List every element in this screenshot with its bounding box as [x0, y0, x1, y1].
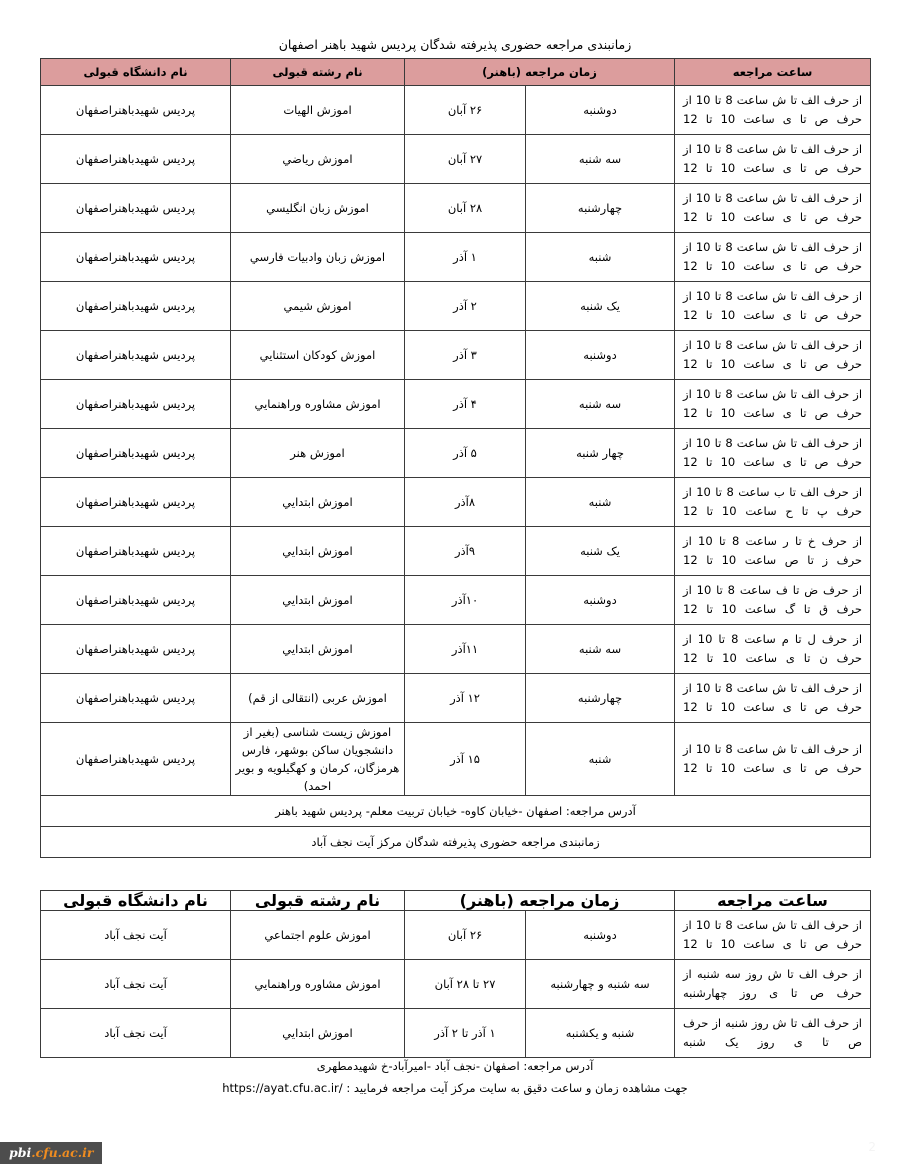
table-row [41, 625, 871, 674]
cell-time: از حرف الف تا ش روز شنبه از حرف ص تا ی روز یک شنبه [675, 1009, 871, 1058]
cell-day: یک شنبه [526, 282, 675, 331]
table-row [41, 429, 871, 478]
cell-field: اموزش ابتدایي [231, 527, 405, 576]
cell-day: چهارشنبه [526, 184, 675, 233]
column-header-field: نام رشته قبولی [231, 891, 405, 911]
cell-date: ۲۷ تا ۲۸ آبان [405, 960, 526, 1009]
cell-university: آیت نجف آباد [41, 911, 231, 960]
table-header-row [41, 59, 871, 86]
cell-field: اموزش کودکان استثنایي [231, 331, 405, 380]
column-header-visit-time: زمان مراجعه (باهنر) [405, 891, 675, 911]
bahonar-address: آدرس مراجعه: اصفهان -خیابان کاوه- خیابان تربیت معلم- پردیس شهید باهنر [41, 796, 871, 827]
cell-day: سه شنبه [526, 135, 675, 184]
cell-date: ۱۲ آذر [405, 674, 526, 723]
cell-date: ۱ آذر تا ۲ آذر [405, 1009, 526, 1058]
table-row [41, 233, 871, 282]
table2-body [41, 891, 871, 1058]
cell-day: سه شنبه [526, 625, 675, 674]
cell-university: پردیس شهیدباهنراصفهان [41, 184, 231, 233]
table1-body [41, 86, 871, 858]
cell-university: پردیس شهیدباهنراصفهان [41, 331, 231, 380]
cell-university: پردیس شهیدباهنراصفهان [41, 625, 231, 674]
table-row [41, 282, 871, 331]
table-row [41, 911, 871, 960]
cell-field: اموزش زبان وادبیات فارسي [231, 233, 405, 282]
table-header-row [41, 891, 871, 911]
table-row [41, 1009, 871, 1058]
cell-field: اموزش ابتدایي [231, 478, 405, 527]
cell-field: اموزش ابتدایي [231, 1009, 405, 1058]
table-row [41, 380, 871, 429]
footer-note-text: جهت مشاهده زمان و ساعت دقیق به سایت مرکز آیت مراجعه فرمایید : [342, 1081, 688, 1095]
cell-field: اموزش ابتدایي [231, 576, 405, 625]
cell-time: از حرف الف تا ب ساعت 8 تا 10 از حرف پ تا ح ساعت 10 تا 12 [675, 478, 871, 527]
cell-field: اموزش زیست شناسی (بغیر از دانشجویان ساکن بوشهر، فارس هرمزگان، کرمان و کهگیلویه و بویر احمد) [231, 723, 405, 796]
cell-time: از حرف الف تا ش ساعت 8 تا 10 از حرف ص تا ی ساعت 10 تا 12 [675, 331, 871, 380]
footer-notes [40, 1055, 870, 1099]
cell-day: سه شنبه و چهارشنبه [526, 960, 675, 1009]
cell-date: ۱۰آذر [405, 576, 526, 625]
cell-field: اموزش ریاضي [231, 135, 405, 184]
cell-time: از حرف الف تا ش ساعت 8 تا 10 از حرف ص تا ی ساعت 10 تا 12 [675, 674, 871, 723]
cell-date: ۲۸ آبان [405, 184, 526, 233]
cell-day: شنبه [526, 478, 675, 527]
table-row [41, 135, 871, 184]
cell-field: اموزش شیمي [231, 282, 405, 331]
cell-date: ۱۵ آذر [405, 723, 526, 796]
cell-day: سه شنبه [526, 380, 675, 429]
column-header-university: نام دانشگاه قبولی [41, 891, 231, 911]
cell-date: ۲۷ آبان [405, 135, 526, 184]
column-header-field: نام رشته قبولی [231, 59, 405, 86]
table-row [41, 331, 871, 380]
cell-date: ۱ آذر [405, 233, 526, 282]
najafabad-subtitle: زمانبندی مراجعه حضوری پذیرفته شدگان مرکز آیت نجف آباد [41, 827, 871, 858]
table-row [41, 184, 871, 233]
cell-day: چهار شنبه [526, 429, 675, 478]
cell-university: پردیس شهیدباهنراصفهان [41, 429, 231, 478]
cell-university: پردیس شهیدباهنراصفهان [41, 233, 231, 282]
cell-date: ۱۱آذر [405, 625, 526, 674]
page-title: زمانبندی مراجعه حضوری پذیرفته شدگان پردیس شهید باهنر اصفهان [278, 37, 632, 52]
cell-university: آیت نجف آباد [41, 1009, 231, 1058]
cell-time: از حرف الف تا ش ساعت 8 تا 10 از حرف ص تا ی ساعت 10 تا 12 [675, 282, 871, 331]
footer-note [40, 1077, 870, 1099]
cell-field: اموزش ابتدایي [231, 625, 405, 674]
cell-day: یک شنبه [526, 527, 675, 576]
footer-address: آدرس مراجعه: اصفهان -نجف آباد -امیرآباد-خ شهیدمطهری [316, 1059, 594, 1073]
cell-date: ۸آذر [405, 478, 526, 527]
cell-date: ۲۶ آبان [405, 911, 526, 960]
cell-time: از حرف ل تا م ساعت 8 تا 10 از حرف ن تا ی ساعت 10 تا 12 [675, 625, 871, 674]
page-number: 2 [868, 1140, 876, 1154]
cell-field: اموزش عربی (انتقالی از قم) [231, 674, 405, 723]
column-header-time: ساعت مراجعه [675, 59, 871, 86]
cell-university: پردیس شهیدباهنراصفهان [41, 380, 231, 429]
cell-day: چهارشنبه [526, 674, 675, 723]
cell-university: پردیس شهیدباهنراصفهان [41, 135, 231, 184]
cell-time: از حرف الف تا ش ساعت 8 تا 10 از حرف ص تا ی ساعت 10 تا 12 [675, 429, 871, 478]
cell-time: از حرف الف تا ش ساعت 8 تا 10 از حرف ص تا ی ساعت 10 تا 12 [675, 184, 871, 233]
cell-date: ۳ آذر [405, 331, 526, 380]
cell-university: پردیس شهیدباهنراصفهان [41, 723, 231, 796]
table-row [41, 86, 871, 135]
cell-field: اموزش مشاوره وراهنمایي [231, 380, 405, 429]
table-row [41, 674, 871, 723]
cell-day: دوشنبه [526, 576, 675, 625]
cell-time: از حرف الف تا ش ساعت 8 تا 10 از حرف ص تا ی ساعت 10 تا 12 [675, 723, 871, 796]
cell-date: ۲ آذر [405, 282, 526, 331]
site-watermark [0, 1142, 102, 1164]
cell-field: اموزش علوم اجتماعي [231, 911, 405, 960]
cell-time: از حرف الف تا ش ساعت 8 تا 10 از حرف ص تا ی ساعت 10 تا 12 [675, 135, 871, 184]
cell-field: اموزش هنر [231, 429, 405, 478]
cell-day: دوشنبه [526, 86, 675, 135]
cell-day: شنبه [526, 723, 675, 796]
cell-time: از حرف الف تا ش ساعت 8 تا 10 از حرف ص تا ی ساعت 10 تا 12 [675, 911, 871, 960]
cell-day: شنبه و یکشنبه [526, 1009, 675, 1058]
table-row [41, 960, 871, 1009]
cell-time: از حرف ض تا ف ساعت 8 تا 10 از حرف ق تا گ ساعت 10 تا 12 [675, 576, 871, 625]
cell-field: اموزش مشاوره وراهنمایي [231, 960, 405, 1009]
cell-university: آیت نجف آباد [41, 960, 231, 1009]
cell-date: ۹آذر [405, 527, 526, 576]
table-row [41, 576, 871, 625]
watermark-prefix: pbi [9, 1145, 32, 1160]
table-row [41, 527, 871, 576]
table-row [41, 723, 871, 796]
cell-time: از حرف الف تا ش ساعت 8 تا 10 از حرف ص تا ی ساعت 10 تا 12 [675, 86, 871, 135]
column-header-time: ساعت مراجعه [675, 891, 871, 911]
cell-university: پردیس شهیدباهنراصفهان [41, 478, 231, 527]
cell-university: پردیس شهیدباهنراصفهان [41, 527, 231, 576]
cell-field: اموزش زبان انگلیسي [231, 184, 405, 233]
cell-field: اموزش الهیات [231, 86, 405, 135]
cell-date: ۴ آذر [405, 380, 526, 429]
najafabad-subtitle-row [41, 827, 871, 858]
address-row [41, 796, 871, 827]
schedule-table-bahonar [40, 58, 871, 858]
cell-time: از حرف خ تا ر ساعت 8 تا 10 از حرف ز تا ص ساعت 10 تا 12 [675, 527, 871, 576]
cell-time: از حرف الف تا ش ساعت 8 تا 10 از حرف ص تا ی ساعت 10 تا 12 [675, 380, 871, 429]
cell-day: دوشنبه [526, 911, 675, 960]
column-header-visit-time: زمان مراجعه (باهنر) [405, 59, 675, 86]
cell-university: پردیس شهیدباهنراصفهان [41, 282, 231, 331]
cell-date: ۲۶ آبان [405, 86, 526, 135]
cell-time: از حرف الف تا ش ساعت 8 تا 10 از حرف ص تا ی ساعت 10 تا 12 [675, 233, 871, 282]
cell-university: پردیس شهیدباهنراصفهان [41, 576, 231, 625]
watermark-suffix: .cfu.ac.ir [31, 1145, 94, 1160]
table-row [41, 478, 871, 527]
cell-day: دوشنبه [526, 331, 675, 380]
cell-time: از حرف الف تا ش روز سه شنبه از حرف ص تا ی روز چهارشنبه [675, 960, 871, 1009]
cell-university: پردیس شهیدباهنراصفهان [41, 86, 231, 135]
column-header-university: نام دانشگاه قبولی [41, 59, 231, 86]
schedule-table-najafabad [40, 890, 871, 1058]
cell-university: پردیس شهیدباهنراصفهان [41, 674, 231, 723]
cell-date: ۵ آذر [405, 429, 526, 478]
ayat-website-link[interactable]: https://ayat.cfu.ac.ir/ [222, 1081, 343, 1095]
cell-day: شنبه [526, 233, 675, 282]
